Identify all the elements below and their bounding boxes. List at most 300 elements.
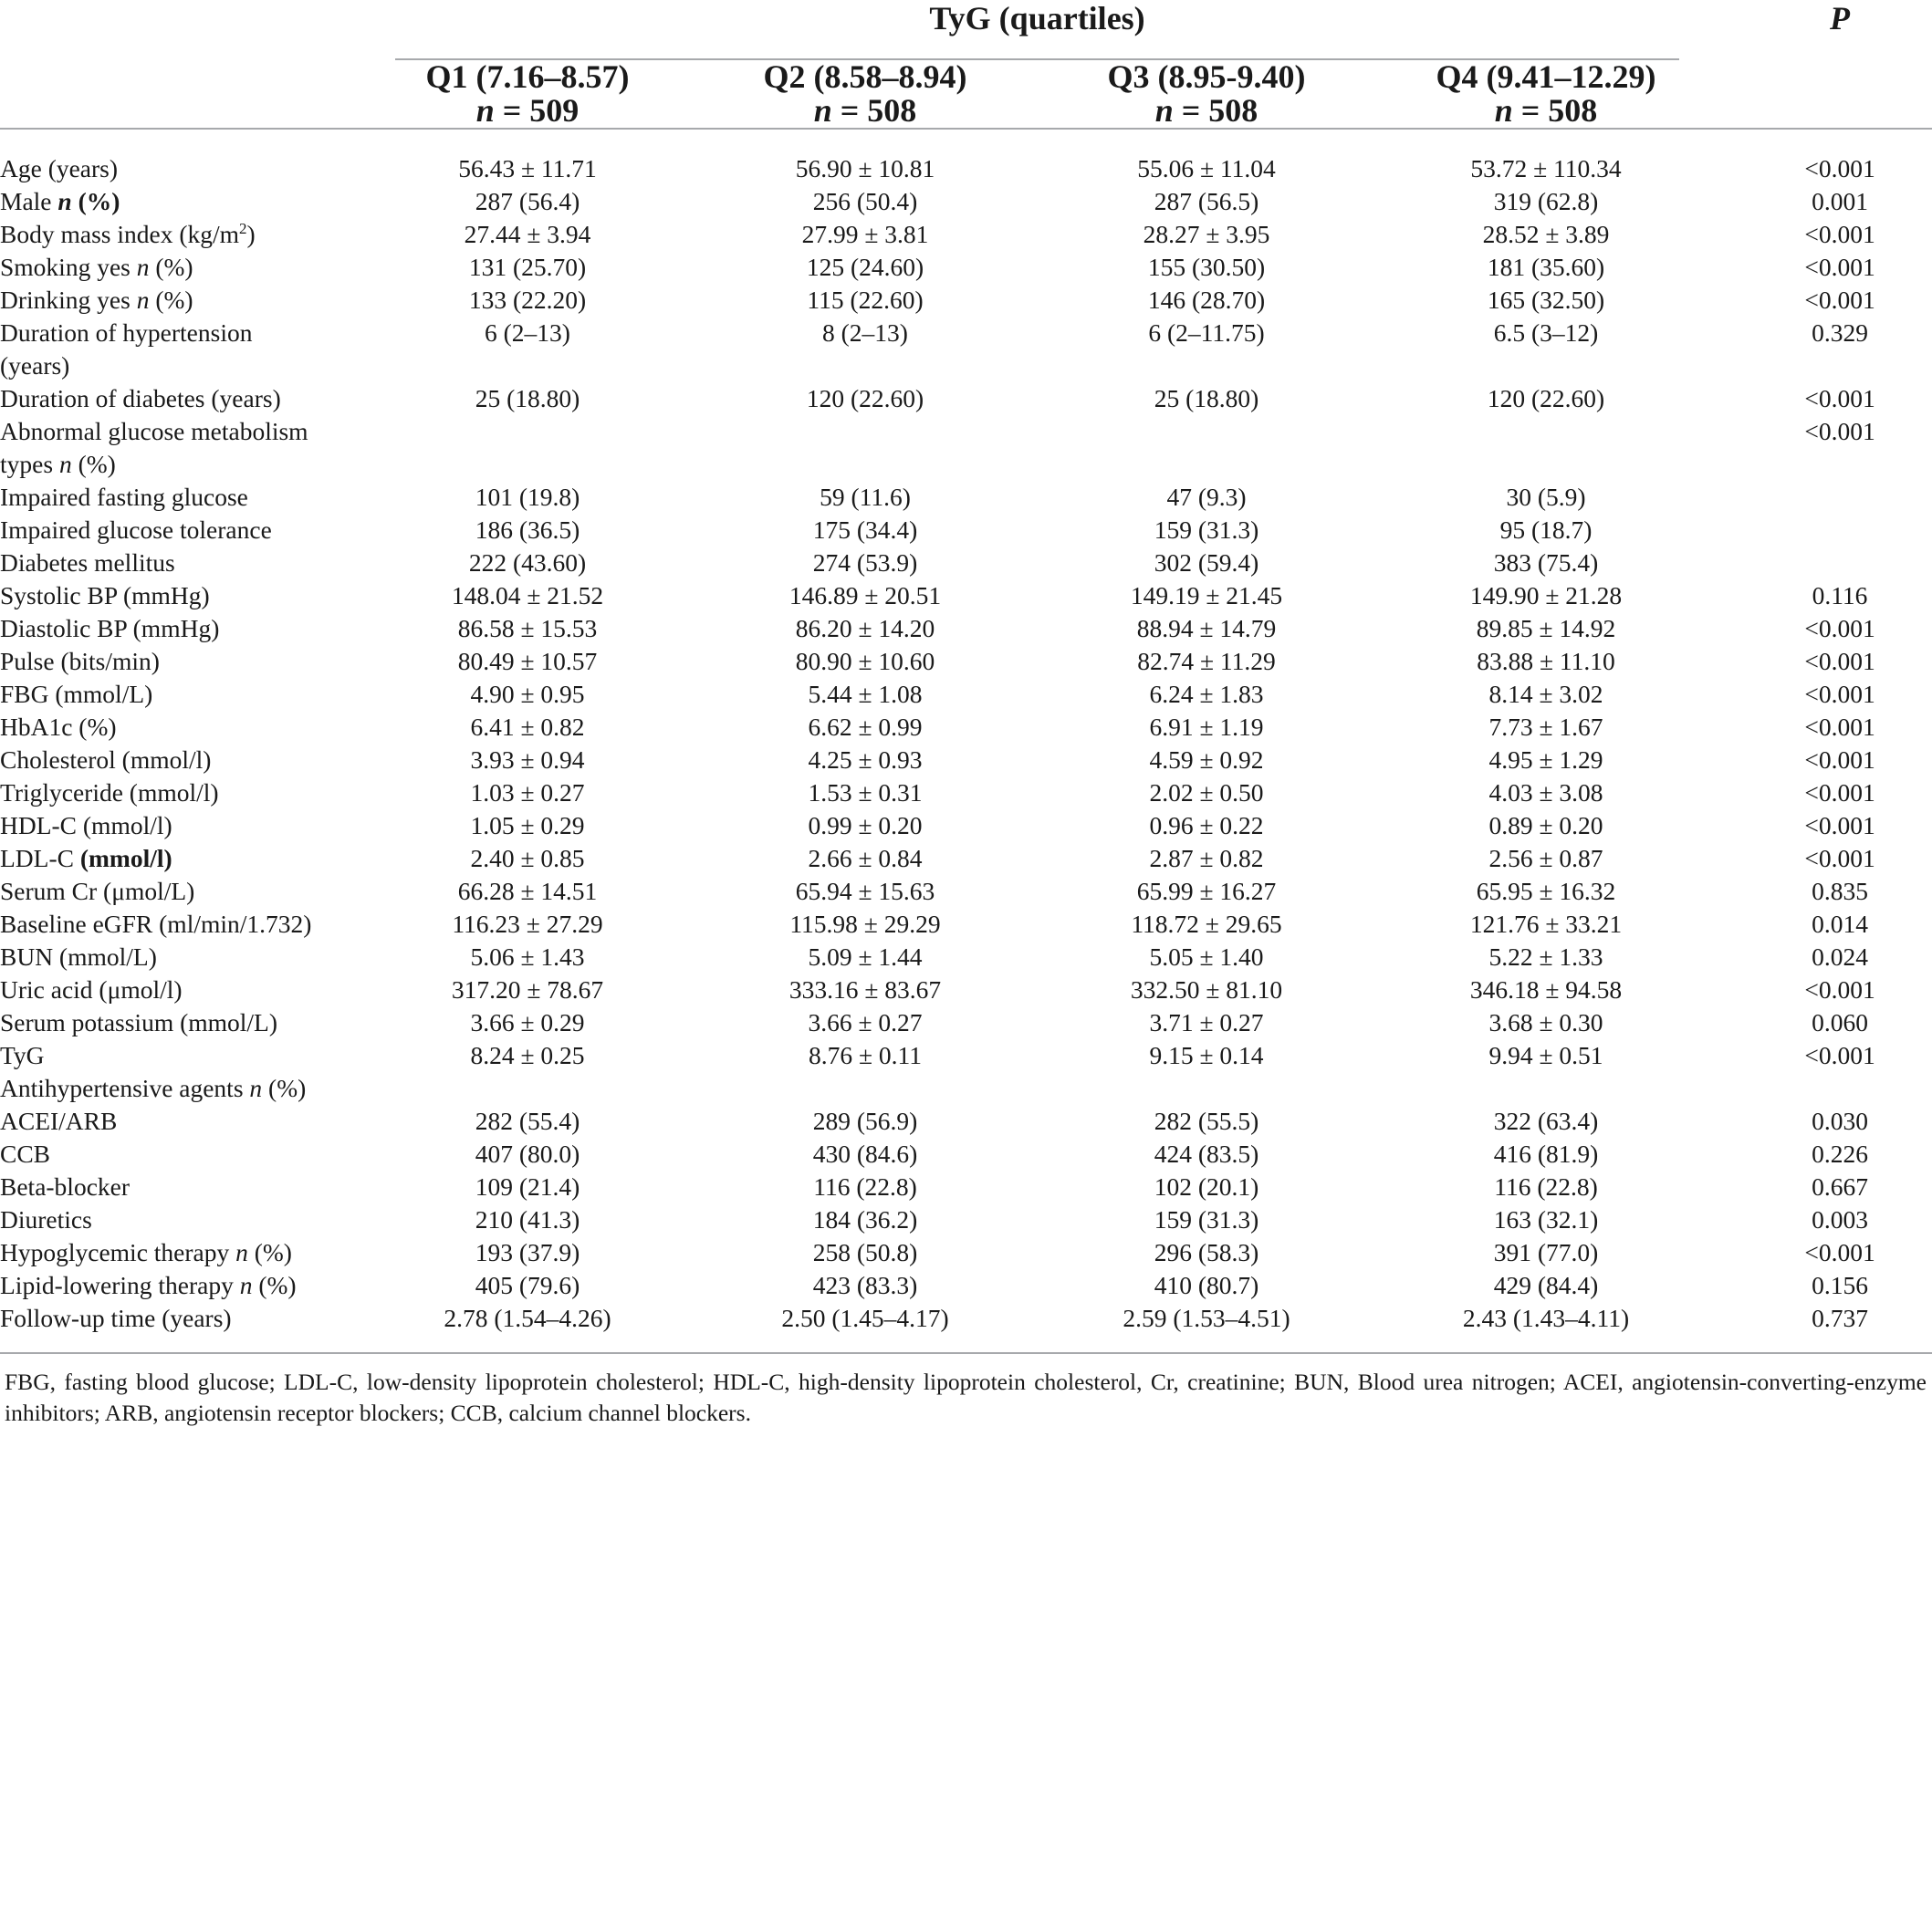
q3-value: 332.50 ± 81.10	[1130, 975, 1283, 1004]
q3-value	[1069, 1072, 1344, 1105]
q3-value: 296 (58.3)	[1154, 1238, 1259, 1266]
table-row	[0, 612, 1932, 645]
q3-value: 159 (31.3)	[1154, 516, 1259, 544]
p-value: <0.001	[1804, 1238, 1875, 1266]
row-label	[0, 382, 393, 415]
q3-value: 6.91 ± 1.19	[1149, 713, 1264, 741]
row-label	[0, 1039, 393, 1072]
q3-value: 47 (9.3)	[1166, 483, 1247, 511]
q3-value: 410 (80.7)	[1154, 1271, 1259, 1299]
row-label-text: )	[246, 220, 256, 248]
p-value: 0.116	[1812, 581, 1868, 609]
table-row	[0, 776, 1932, 809]
q2-value: 4.25 ± 0.93	[808, 745, 923, 774]
table-row	[0, 284, 1932, 317]
row-label-text: n	[136, 286, 150, 314]
q2-value: 8.76 ± 0.11	[808, 1041, 923, 1069]
q3-value: 6.24 ± 1.83	[1149, 680, 1264, 708]
q3-value: 65.99 ± 16.27	[1136, 877, 1277, 905]
q2-value: 8 (2–13)	[822, 318, 908, 347]
row-label	[0, 415, 393, 481]
row-label-text: Impaired fasting glucose	[0, 483, 248, 511]
q4-value: 163 (32.1)	[1493, 1205, 1599, 1234]
q1-value: 25 (18.80)	[475, 384, 580, 412]
row-label	[0, 875, 393, 908]
row-label	[0, 129, 393, 185]
row-label-text: CCB	[0, 1140, 51, 1168]
column-range: Q4 (9.41–12.29)	[1436, 58, 1656, 95]
row-label-text: Hypoglycemic therapy	[0, 1238, 236, 1266]
row-label-text: HDL-C (mmol/l)	[0, 811, 172, 839]
q4-value: 4.95 ± 1.29	[1488, 745, 1603, 774]
n-symbol: n	[1494, 92, 1513, 129]
row-label	[0, 711, 393, 744]
q1-value: 1.03 ± 0.27	[470, 778, 585, 807]
q2-value: 120 (22.60)	[806, 384, 924, 412]
header-row-columns	[0, 60, 1932, 129]
q3-value: 25 (18.80)	[1154, 384, 1259, 412]
column-n	[1069, 94, 1344, 128]
row-label-text: Male	[0, 187, 58, 215]
q1-value: 109 (21.4)	[475, 1172, 580, 1201]
row-label	[0, 1302, 393, 1353]
q3-value: 88.94 ± 14.79	[1136, 614, 1277, 642]
q2-value: 80.90 ± 10.60	[795, 647, 935, 675]
q3-value: 5.05 ± 1.40	[1149, 943, 1264, 971]
row-label	[0, 514, 393, 547]
q4-value: 0.89 ± 0.20	[1488, 811, 1603, 839]
q2-value: 27.99 ± 3.81	[801, 220, 929, 248]
q4-value: 116 (22.8)	[1494, 1172, 1598, 1201]
q4-value: 120 (22.60)	[1487, 384, 1605, 412]
q1-value: 80.49 ± 10.57	[457, 647, 598, 675]
q1-value: 8.24 ± 0.25	[470, 1041, 585, 1069]
q2-value: 146.89 ± 20.51	[788, 581, 942, 609]
q4-value: 181 (35.60)	[1487, 253, 1605, 281]
row-label-text: (%)	[252, 1271, 297, 1299]
group-header-cell	[393, 0, 1748, 60]
q3-value: 282 (55.5)	[1154, 1107, 1259, 1135]
q2-value: 289 (56.9)	[812, 1107, 918, 1135]
row-label	[0, 842, 393, 875]
q2-value: 274 (53.9)	[812, 548, 918, 577]
row-label	[0, 284, 393, 317]
table-row	[0, 941, 1932, 974]
row-label-text: Uric acid (μmol/l)	[0, 975, 183, 1004]
row-label-text: HbA1c (%)	[0, 713, 117, 741]
q2-value: 175 (34.4)	[812, 516, 918, 544]
q3-value: 102 (20.1)	[1154, 1172, 1259, 1201]
q1-value: 4.90 ± 0.95	[470, 680, 585, 708]
p-value: <0.001	[1804, 778, 1875, 807]
p-value: 0.667	[1812, 1172, 1868, 1201]
p-value: 0.226	[1812, 1140, 1868, 1168]
q4-value: 9.94 ± 0.51	[1488, 1041, 1603, 1069]
q2-value: 2.66 ± 0.84	[808, 844, 923, 872]
q1-value: 193 (37.9)	[475, 1238, 580, 1266]
p-value	[1748, 514, 1932, 547]
q4-value: 4.03 ± 3.08	[1488, 778, 1603, 807]
row-label	[0, 941, 393, 974]
table-row	[0, 579, 1932, 612]
q2-value: 116 (22.8)	[813, 1172, 917, 1201]
row-label-text: (%)	[149, 286, 193, 314]
q1-value: 116.23 ± 27.29	[452, 910, 603, 938]
q1-value: 222 (43.60)	[468, 548, 587, 577]
p-value: <0.001	[1804, 253, 1875, 281]
q4-value: 429 (84.4)	[1493, 1271, 1599, 1299]
row-label-text: TyG	[0, 1041, 45, 1069]
table-row	[0, 251, 1932, 284]
p-value: <0.001	[1804, 680, 1875, 708]
row-label-text: Serum Cr (μmol/L)	[0, 877, 195, 905]
q2-value: 5.44 ± 1.08	[808, 680, 923, 708]
q4-value: 6.5 (3–12)	[1493, 318, 1599, 347]
table-row	[0, 842, 1932, 875]
row-label	[0, 908, 393, 941]
row-label-text: Abnormal glucose metabolism types	[0, 417, 308, 478]
q4-value: 121.76 ± 33.21	[1469, 910, 1623, 938]
row-label	[0, 645, 393, 678]
q2-value: 1.53 ± 0.31	[808, 778, 923, 807]
row-label	[0, 317, 393, 382]
q4-value: 322 (63.4)	[1493, 1107, 1599, 1135]
q3-value: 2.02 ± 0.50	[1149, 778, 1264, 807]
table-row	[0, 974, 1932, 1006]
q4-value: 95 (18.7)	[1499, 516, 1593, 544]
row-label-text: Duration of diabetes (years)	[0, 384, 281, 412]
q2-value: 5.09 ± 1.44	[808, 943, 923, 971]
table-row	[0, 129, 1932, 185]
row-label-text: Cholesterol (mmol/l)	[0, 745, 212, 774]
q1-value: 66.28 ± 14.51	[457, 877, 598, 905]
q4-value: 30 (5.9)	[1506, 483, 1586, 511]
p-value: 0.060	[1812, 1008, 1868, 1036]
q4-value: 383 (75.4)	[1493, 548, 1599, 577]
row-label-text: Serum potassium (mmol/L)	[0, 1008, 278, 1036]
q2-value: 2.50 (1.45–4.17)	[662, 1302, 1069, 1353]
table-row	[0, 1105, 1932, 1138]
q1-value: 317.20 ± 78.67	[451, 975, 604, 1004]
row-label-text: Triglyceride (mmol/l)	[0, 778, 219, 807]
p-value: 0.003	[1812, 1205, 1868, 1234]
q2-value: 115 (22.60)	[807, 286, 924, 314]
table-row	[0, 1236, 1932, 1269]
q4-value: 65.95 ± 16.32	[1476, 877, 1616, 905]
n-count: = 508	[1520, 92, 1598, 129]
header-spacer	[1748, 60, 1932, 129]
p-value	[1748, 481, 1932, 514]
q1-value: 27.44 ± 3.94	[464, 220, 591, 248]
row-label-text: n	[57, 187, 72, 215]
n-symbol: n	[1154, 92, 1174, 129]
row-label-text: ACEI/ARB	[0, 1107, 118, 1135]
p-value: 0.737	[1748, 1302, 1932, 1353]
q1-value: 407 (80.0)	[475, 1140, 580, 1168]
row-label-text: Body mass index (kg/m	[0, 220, 240, 248]
table-footnote: FBG, fasting blood glucose; LDL-C, low-density lipoprotein cholesterol; HDL-C, high-density lipoprotein cholesterol, Cr, creatinine; BUN, Blood urea nitrogen; ACEI, angiotensin-converting-enzyme inhibitors; ARB, angiotensin receptor blockers; CCB, calcium channel blockers.	[5, 1369, 1927, 1427]
p-value: <0.001	[1804, 1041, 1875, 1069]
q4-value: 165 (32.50)	[1487, 286, 1605, 314]
q3-value: 149.19 ± 21.45	[1130, 581, 1283, 609]
row-label-text: (%)	[149, 253, 193, 281]
row-label	[0, 1072, 393, 1105]
q2-value: 3.66 ± 0.27	[808, 1008, 923, 1036]
q2-value: 65.94 ± 15.63	[795, 877, 935, 905]
row-label	[0, 251, 393, 284]
q2-value: 6.62 ± 0.99	[808, 713, 923, 741]
q1-value: 1.05 ± 0.29	[470, 811, 585, 839]
q2-value: 125 (24.60)	[806, 253, 924, 281]
row-label-text: n	[249, 1074, 263, 1102]
q2-value: 258 (50.8)	[812, 1238, 918, 1266]
n-count: = 508	[840, 92, 917, 129]
row-label	[0, 579, 393, 612]
q3-value: 302 (59.4)	[1154, 548, 1259, 577]
row-label-text: Systolic BP (mmHg)	[0, 581, 210, 609]
table-row	[0, 218, 1932, 251]
q4-value	[1344, 1072, 1748, 1105]
row-label	[0, 218, 393, 251]
header-spacer	[0, 0, 393, 60]
q3-value: 146 (28.70)	[1147, 286, 1266, 314]
row-label-text: BUN (mmol/L)	[0, 943, 157, 971]
column-header-q3	[1069, 60, 1344, 129]
q1-value: 186 (36.5)	[475, 516, 580, 544]
row-label-text: Diastolic BP (mmHg)	[0, 614, 220, 642]
table-row	[0, 185, 1932, 218]
row-label	[0, 185, 393, 218]
q4-value: 89.85 ± 14.92	[1476, 614, 1616, 642]
p-value: <0.001	[1804, 154, 1875, 182]
q4-value: 53.72 ± 110.34	[1470, 154, 1622, 182]
q4-value	[1344, 415, 1748, 481]
table-row	[0, 317, 1932, 382]
row-label-text: LDL-C	[0, 844, 80, 872]
table-row	[0, 711, 1932, 744]
row-label	[0, 1171, 393, 1203]
q4-value: 3.68 ± 0.30	[1488, 1008, 1603, 1036]
table-row	[0, 1171, 1932, 1203]
row-label	[0, 809, 393, 842]
q2-value: 430 (84.6)	[812, 1140, 918, 1168]
q1-value: 405 (79.6)	[475, 1271, 580, 1299]
q1-value: 5.06 ± 1.43	[470, 943, 585, 971]
q3-value: 118.72 ± 29.65	[1131, 910, 1282, 938]
row-label-text: Antihypertensive agents	[0, 1074, 250, 1102]
row-label-text: Smoking yes	[0, 253, 137, 281]
p-value	[1748, 547, 1932, 579]
n-symbol: n	[813, 92, 832, 129]
table-row	[0, 645, 1932, 678]
p-value: 0.329	[1812, 318, 1868, 347]
row-label-text: Follow-up time (years)	[0, 1304, 232, 1332]
table-row	[0, 1138, 1932, 1171]
header-row-group	[0, 0, 1932, 60]
table-row	[0, 809, 1932, 842]
row-label-text: n	[235, 1238, 248, 1266]
table-row	[0, 1039, 1932, 1072]
row-label-text: (mmol/l)	[79, 844, 172, 872]
q3-value: 3.71 ± 0.27	[1149, 1008, 1264, 1036]
row-label-text: Pulse (bits/min)	[0, 647, 160, 675]
q4-value: 319 (62.8)	[1493, 187, 1599, 215]
q2-value: 56.90 ± 10.81	[795, 154, 935, 182]
q4-value: 149.90 ± 21.28	[1469, 581, 1623, 609]
p-value-header: P	[1830, 0, 1851, 36]
p-value: <0.001	[1804, 713, 1875, 741]
header-spacer	[0, 60, 393, 129]
row-label	[0, 481, 393, 514]
q1-value: 2.78 (1.54–4.26)	[393, 1302, 662, 1353]
row-label-text: FBG (mmol/L)	[0, 680, 153, 708]
q3-value: 28.27 ± 3.95	[1143, 220, 1270, 248]
row-label-text: (%)	[71, 187, 120, 215]
p-value: <0.001	[1804, 647, 1875, 675]
q3-value: 0.96 ± 0.22	[1149, 811, 1264, 839]
p-value: <0.001	[1804, 844, 1875, 872]
q3-value: 2.59 (1.53–4.51)	[1069, 1302, 1344, 1353]
row-label	[0, 1269, 393, 1302]
q1-value: 2.40 ± 0.85	[470, 844, 585, 872]
row-label-text: Baseline eGFR (ml/min/1.732)	[0, 910, 312, 938]
table-row	[0, 744, 1932, 776]
q4-value: 28.52 ± 3.89	[1482, 220, 1610, 248]
row-label-superscript: 2	[239, 219, 247, 237]
q1-value: 133 (22.20)	[468, 286, 587, 314]
q4-value: 83.88 ± 11.10	[1477, 647, 1615, 675]
row-label-text: Diuretics	[0, 1205, 92, 1234]
table-row	[0, 908, 1932, 941]
row-label-text: n	[136, 253, 150, 281]
q2-value: 86.20 ± 14.20	[795, 614, 935, 642]
row-label-text: Duration of hypertension (years)	[0, 318, 253, 380]
q2-value: 184 (36.2)	[812, 1205, 918, 1234]
row-label	[0, 1105, 393, 1138]
q2-value	[662, 415, 1069, 481]
q3-value: 155 (30.50)	[1147, 253, 1266, 281]
p-value: <0.001	[1804, 614, 1875, 642]
row-label-text: Diabetes mellitus	[0, 548, 175, 577]
q4-value: 2.56 ± 0.87	[1488, 844, 1603, 872]
q4-value: 2.43 (1.43–4.11)	[1344, 1302, 1748, 1353]
row-label-text: (%)	[247, 1238, 292, 1266]
row-label	[0, 974, 393, 1006]
q3-value: 4.59 ± 0.92	[1149, 745, 1264, 774]
row-label	[0, 547, 393, 579]
column-range: Q2 (8.58–8.94)	[763, 58, 967, 95]
q3-value: 159 (31.3)	[1154, 1205, 1259, 1234]
row-label	[0, 744, 393, 776]
q1-value: 148.04 ± 21.52	[451, 581, 604, 609]
p-value: 0.835	[1812, 877, 1868, 905]
q1-value	[393, 415, 662, 481]
q3-value: 82.74 ± 11.29	[1137, 647, 1276, 675]
column-range: Q1 (7.16–8.57)	[425, 58, 630, 95]
row-label	[0, 1006, 393, 1039]
row-label-text: (%)	[262, 1074, 307, 1102]
q4-value: 5.22 ± 1.33	[1488, 943, 1603, 971]
table-row	[0, 481, 1932, 514]
p-value: <0.001	[1804, 975, 1875, 1004]
row-label	[0, 1203, 393, 1236]
column-header-q2	[662, 60, 1069, 129]
column-n	[662, 94, 1069, 128]
q2-value: 333.16 ± 83.67	[788, 975, 942, 1004]
p-value: <0.001	[1804, 384, 1875, 412]
column-n	[393, 94, 662, 128]
q2-value: 256 (50.4)	[812, 187, 918, 215]
q2-value: 0.99 ± 0.20	[808, 811, 923, 839]
q2-value	[662, 1072, 1069, 1105]
p-value: <0.001	[1804, 220, 1875, 248]
q1-value: 3.66 ± 0.29	[470, 1008, 585, 1036]
row-label	[0, 612, 393, 645]
q2-value: 423 (83.3)	[812, 1271, 918, 1299]
row-label-text: n	[58, 450, 72, 478]
row-label	[0, 1236, 393, 1269]
table-body	[0, 129, 1932, 1353]
p-value: 0.156	[1812, 1271, 1868, 1299]
q2-value: 59 (11.6)	[820, 483, 911, 511]
n-symbol: n	[475, 92, 495, 129]
row-label-text: Drinking yes	[0, 286, 137, 314]
p-value	[1748, 1072, 1932, 1105]
q1-value: 101 (19.8)	[475, 483, 580, 511]
p-value: <0.001	[1804, 417, 1875, 445]
table-row	[0, 875, 1932, 908]
p-value: <0.001	[1804, 811, 1875, 839]
row-label	[0, 776, 393, 809]
q4-value: 7.73 ± 1.67	[1488, 713, 1603, 741]
row-label-text: Beta-blocker	[0, 1172, 131, 1201]
row-label-text: (%)	[71, 450, 116, 478]
table-row	[0, 1269, 1932, 1302]
q4-value: 346.18 ± 94.58	[1469, 975, 1623, 1004]
q3-value: 287 (56.5)	[1154, 187, 1259, 215]
q4-value: 391 (77.0)	[1493, 1238, 1599, 1266]
q1-value: 210 (41.3)	[475, 1205, 580, 1234]
row-label-text: Impaired glucose tolerance	[0, 516, 272, 544]
q4-value: 8.14 ± 3.02	[1488, 680, 1603, 708]
q1-value: 6 (2–13)	[485, 318, 570, 347]
q3-value: 9.15 ± 0.14	[1149, 1041, 1264, 1069]
table-row	[0, 415, 1932, 481]
q1-value: 86.58 ± 15.53	[457, 614, 598, 642]
table-row	[0, 678, 1932, 711]
table-row	[0, 1006, 1932, 1039]
p-value: <0.001	[1804, 745, 1875, 774]
column-n	[1344, 94, 1748, 128]
q3-value	[1069, 415, 1344, 481]
q1-value: 287 (56.4)	[475, 187, 580, 215]
q3-value: 2.87 ± 0.82	[1149, 844, 1264, 872]
row-label	[0, 1138, 393, 1171]
n-count: = 508	[1181, 92, 1258, 129]
p-value: <0.001	[1804, 286, 1875, 314]
group-header: TyG (quartiles)	[395, 0, 1679, 60]
row-label-text: Age (years)	[0, 154, 119, 182]
q3-value: 6 (2–11.75)	[1148, 318, 1265, 347]
n-count: = 509	[502, 92, 580, 129]
column-header-q1	[393, 60, 662, 129]
p-value: 0.014	[1812, 910, 1868, 938]
q1-value	[393, 1072, 662, 1105]
q1-value: 131 (25.70)	[468, 253, 587, 281]
q4-value: 416 (81.9)	[1493, 1140, 1599, 1168]
p-value: 0.001	[1812, 187, 1868, 215]
p-value: 0.030	[1812, 1107, 1868, 1135]
